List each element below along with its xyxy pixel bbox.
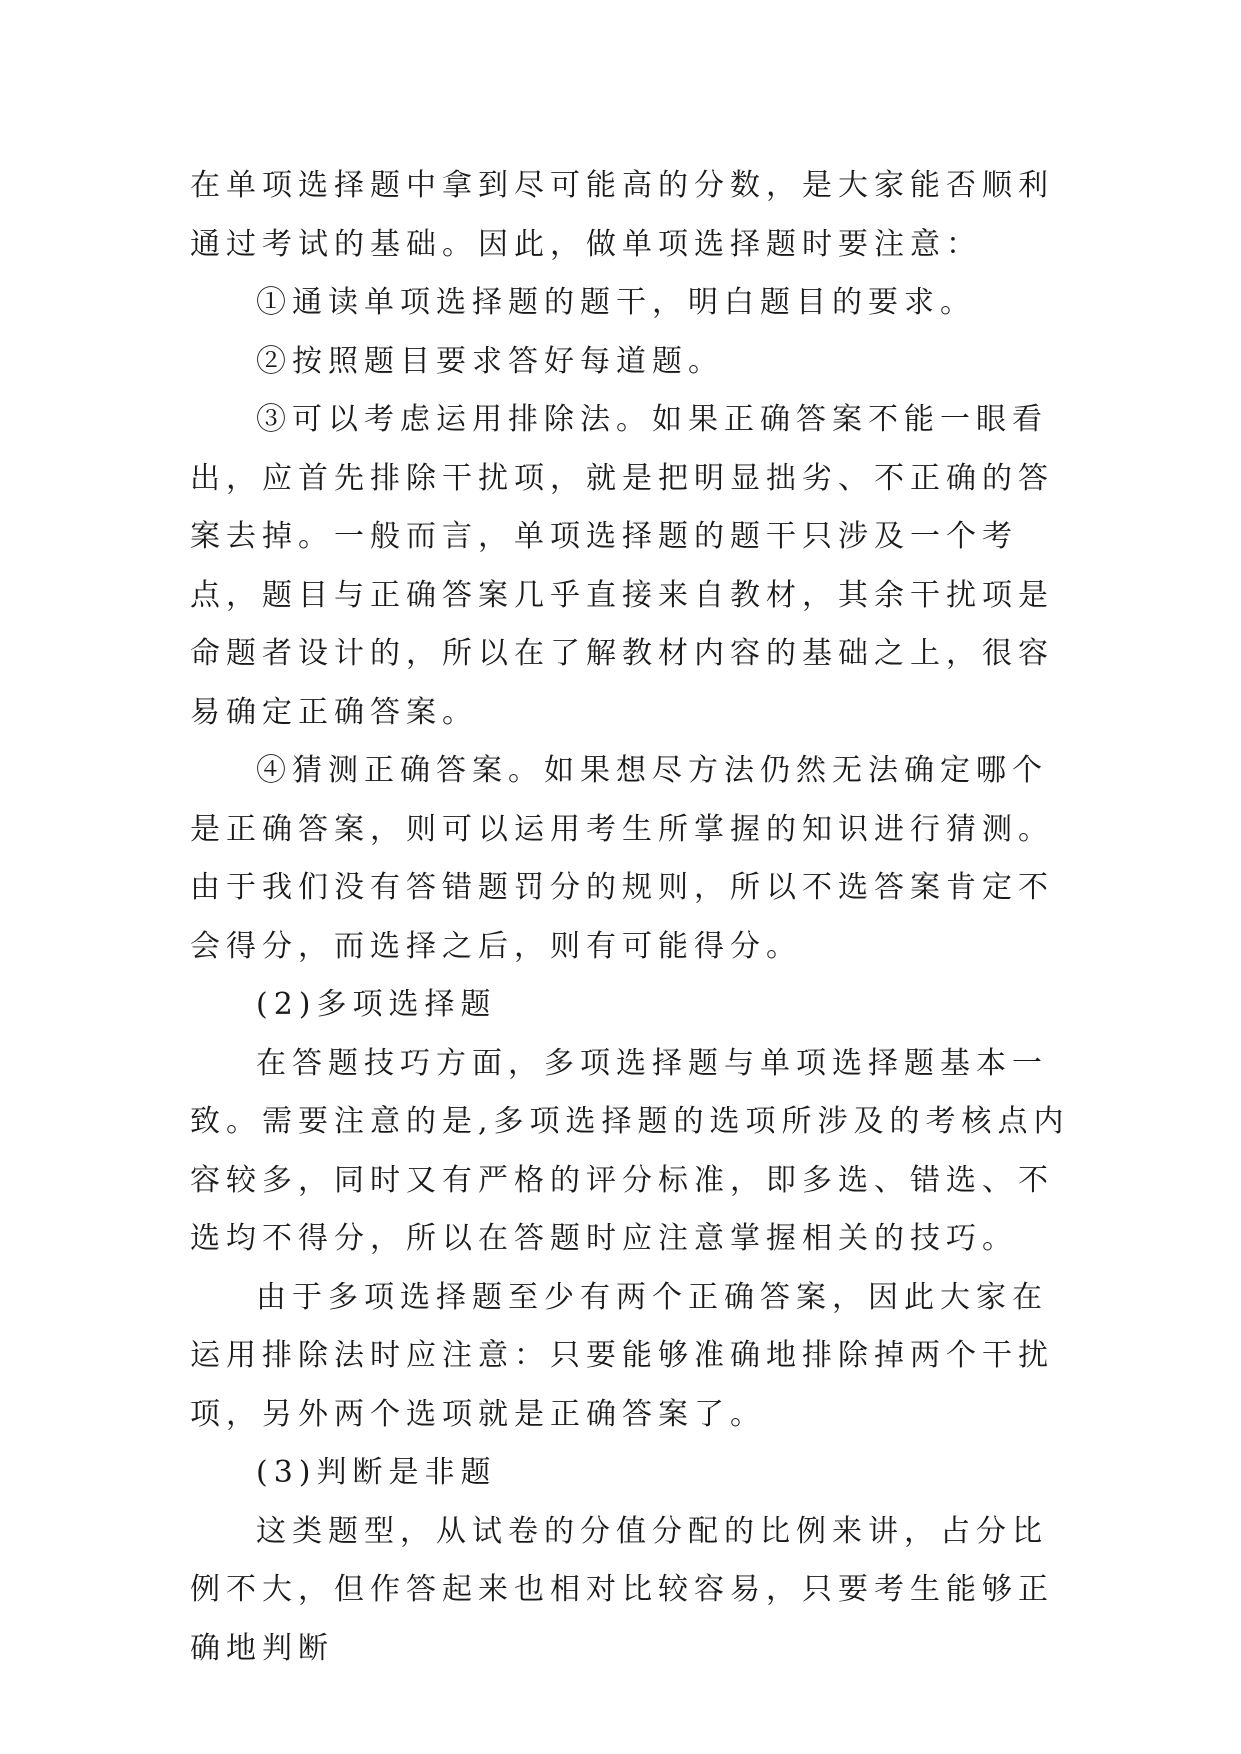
paragraph-intro: 在单项选择题中拿到尽可能高的分数，是大家能否顺利通过考试的基础。因此，做单项选择题时要注意： — [190, 168, 1054, 262]
section-heading-true-false: (3)判断是非题 — [256, 1455, 497, 1490]
document-body — [190, 157, 1070, 1678]
paragraph-multiple-choice-elimination: 由于多项选择题至少有两个正确答案，因此大家在运用排除法时应注意：只要能够准确地排除掉两个干扰项，另外两个选项就是正确答案了。 — [190, 1279, 1054, 1432]
section-heading-multiple-choice: (2)多项选择题 — [256, 987, 497, 1022]
paragraph-tip-4: ④猜测正确答案。如果想尽方法仍然无法确定哪个是正确答案，则可以运用考生所掌握的知识进行猜测。由于我们没有答错题罚分的规则，所以不选答案肯定不会得分，而选择之后，则有可能得分。 — [190, 753, 1054, 964]
paragraph-tip-1: ①通读单项选择题的题干，明白题目的要求。 — [256, 285, 976, 320]
paragraph-multiple-choice-skills: 在答题技巧方面，多项选择题与单项选择题基本一致。需要注意的是,多项选择题的选项所涉及的考核点内容较多，同时又有严格的评分标准，即多选、错选、不选均不得分，所以在答题时应注意掌握相关的技巧。 — [190, 1045, 1070, 1256]
paragraph-true-false: 这类题型，从试卷的分值分配的比例来讲，占分比例不大，但作答起来也相对比较容易，只要考生能够正确地判断 — [190, 1513, 1054, 1666]
paragraph-tip-3: ③可以考虑运用排除法。如果正确答案不能一眼看出，应首先排除干扰项，就是把明显拙劣、不正确的答案去掉。一般而言，单项选择题的题干只涉及一个考点，题目与正确答案几乎直接来自教材，其余干扰项是命题者设计的，所以在了解教材内容的基础之上，很容易确定正确答案。 — [190, 402, 1054, 730]
paragraph-tip-2: ②按照题目要求答好每道题。 — [256, 343, 724, 379]
